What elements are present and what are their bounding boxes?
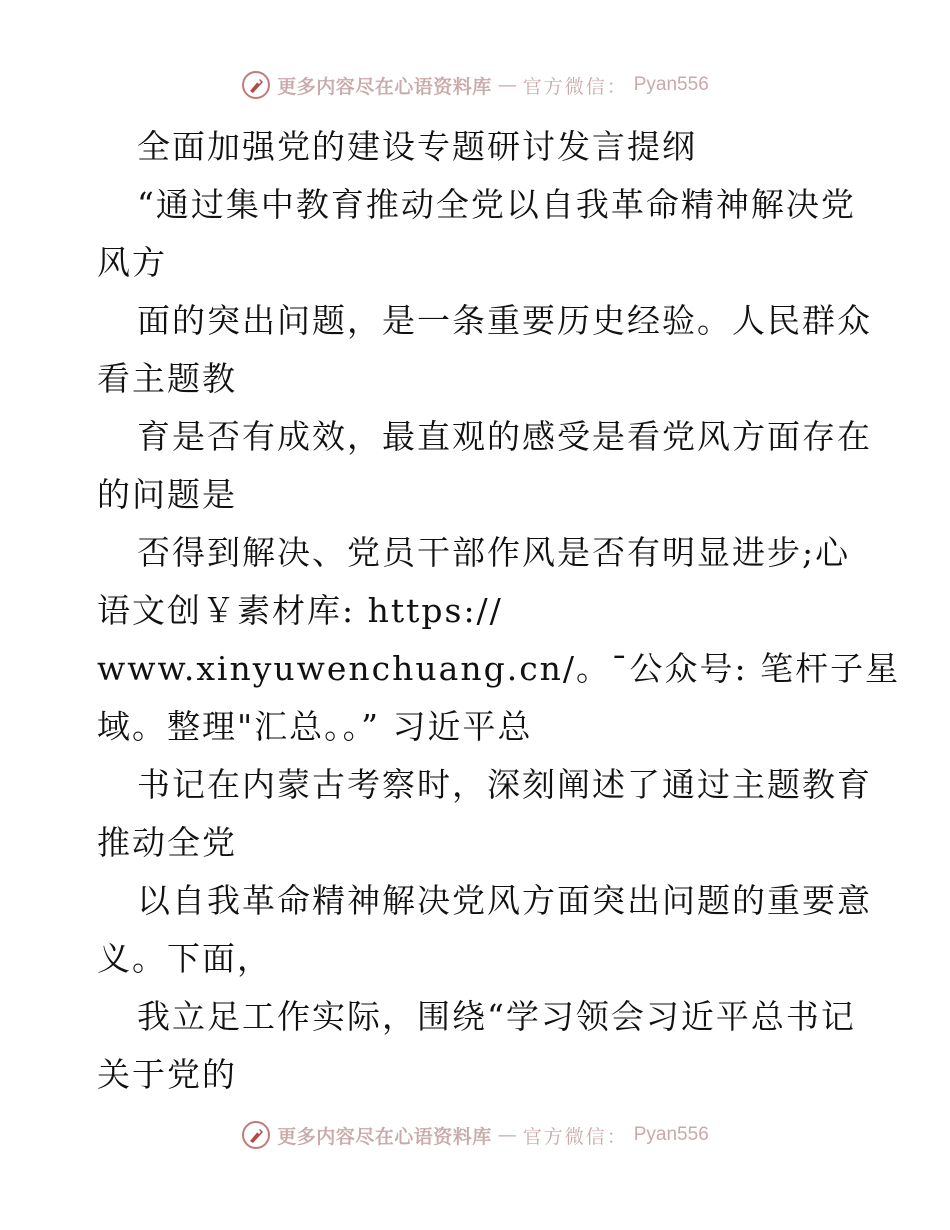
watermark-banner-top (0, 70, 950, 110)
text-line: 我立足工作实际，围绕“学习领会习近平总书记 (137, 997, 856, 1036)
text-line: 以自我革命精神解决党风方面突出问题的重要意 (137, 881, 872, 920)
watermark-separator: — (497, 1124, 517, 1146)
watermark-official-label: 官方微信： (522, 1125, 628, 1148)
pen-nib-icon (241, 70, 271, 100)
text-line: 域。整理"汇总。。” 习近平总 (97, 707, 533, 746)
text-line: 否得到解决、党员干部作风是否有明显进步;心 (137, 533, 851, 572)
text-line: 风方 (97, 243, 167, 282)
pen-nib-icon (241, 1120, 271, 1150)
text-line: www.xinyuwenchuang.cn/。¯公众号: 笔杆子星 (97, 649, 901, 688)
text-line: 义。下面， (97, 939, 272, 978)
watermark-wechat-id: Pyan556 (633, 74, 709, 95)
watermark-text: 更多内容尽在心语资料库 (277, 1125, 492, 1148)
text-line: 面的突出问题，是一条重要历史经验。人民群众 (137, 301, 872, 340)
watermark-official-label: 官方微信： (522, 75, 628, 98)
watermark-wechat-id: Pyan556 (633, 1124, 709, 1145)
text-line: 育是否有成效，最直观的感受是看党风方面存在 (137, 417, 872, 456)
watermark-separator: — (497, 74, 517, 96)
document-body (97, 118, 901, 1104)
document-title: 全面加强党的建设专题研讨发言提纲 (137, 127, 697, 166)
text-line: “通过集中教育推动全党以自我革命精神解决党 (137, 185, 856, 224)
watermark-banner-bottom (0, 1120, 950, 1160)
text-line: 书记在内蒙古考察时，深刻阐述了通过主题教育 (137, 765, 872, 804)
text-line: 推动全党 (97, 823, 237, 862)
text-line: 语文创￥素材库: https:// (97, 591, 503, 630)
text-line: 关于党的 (97, 1055, 237, 1094)
text-line: 看主题教 (97, 359, 237, 398)
text-line: 的问题是 (97, 475, 237, 514)
watermark-text: 更多内容尽在心语资料库 (277, 75, 492, 98)
